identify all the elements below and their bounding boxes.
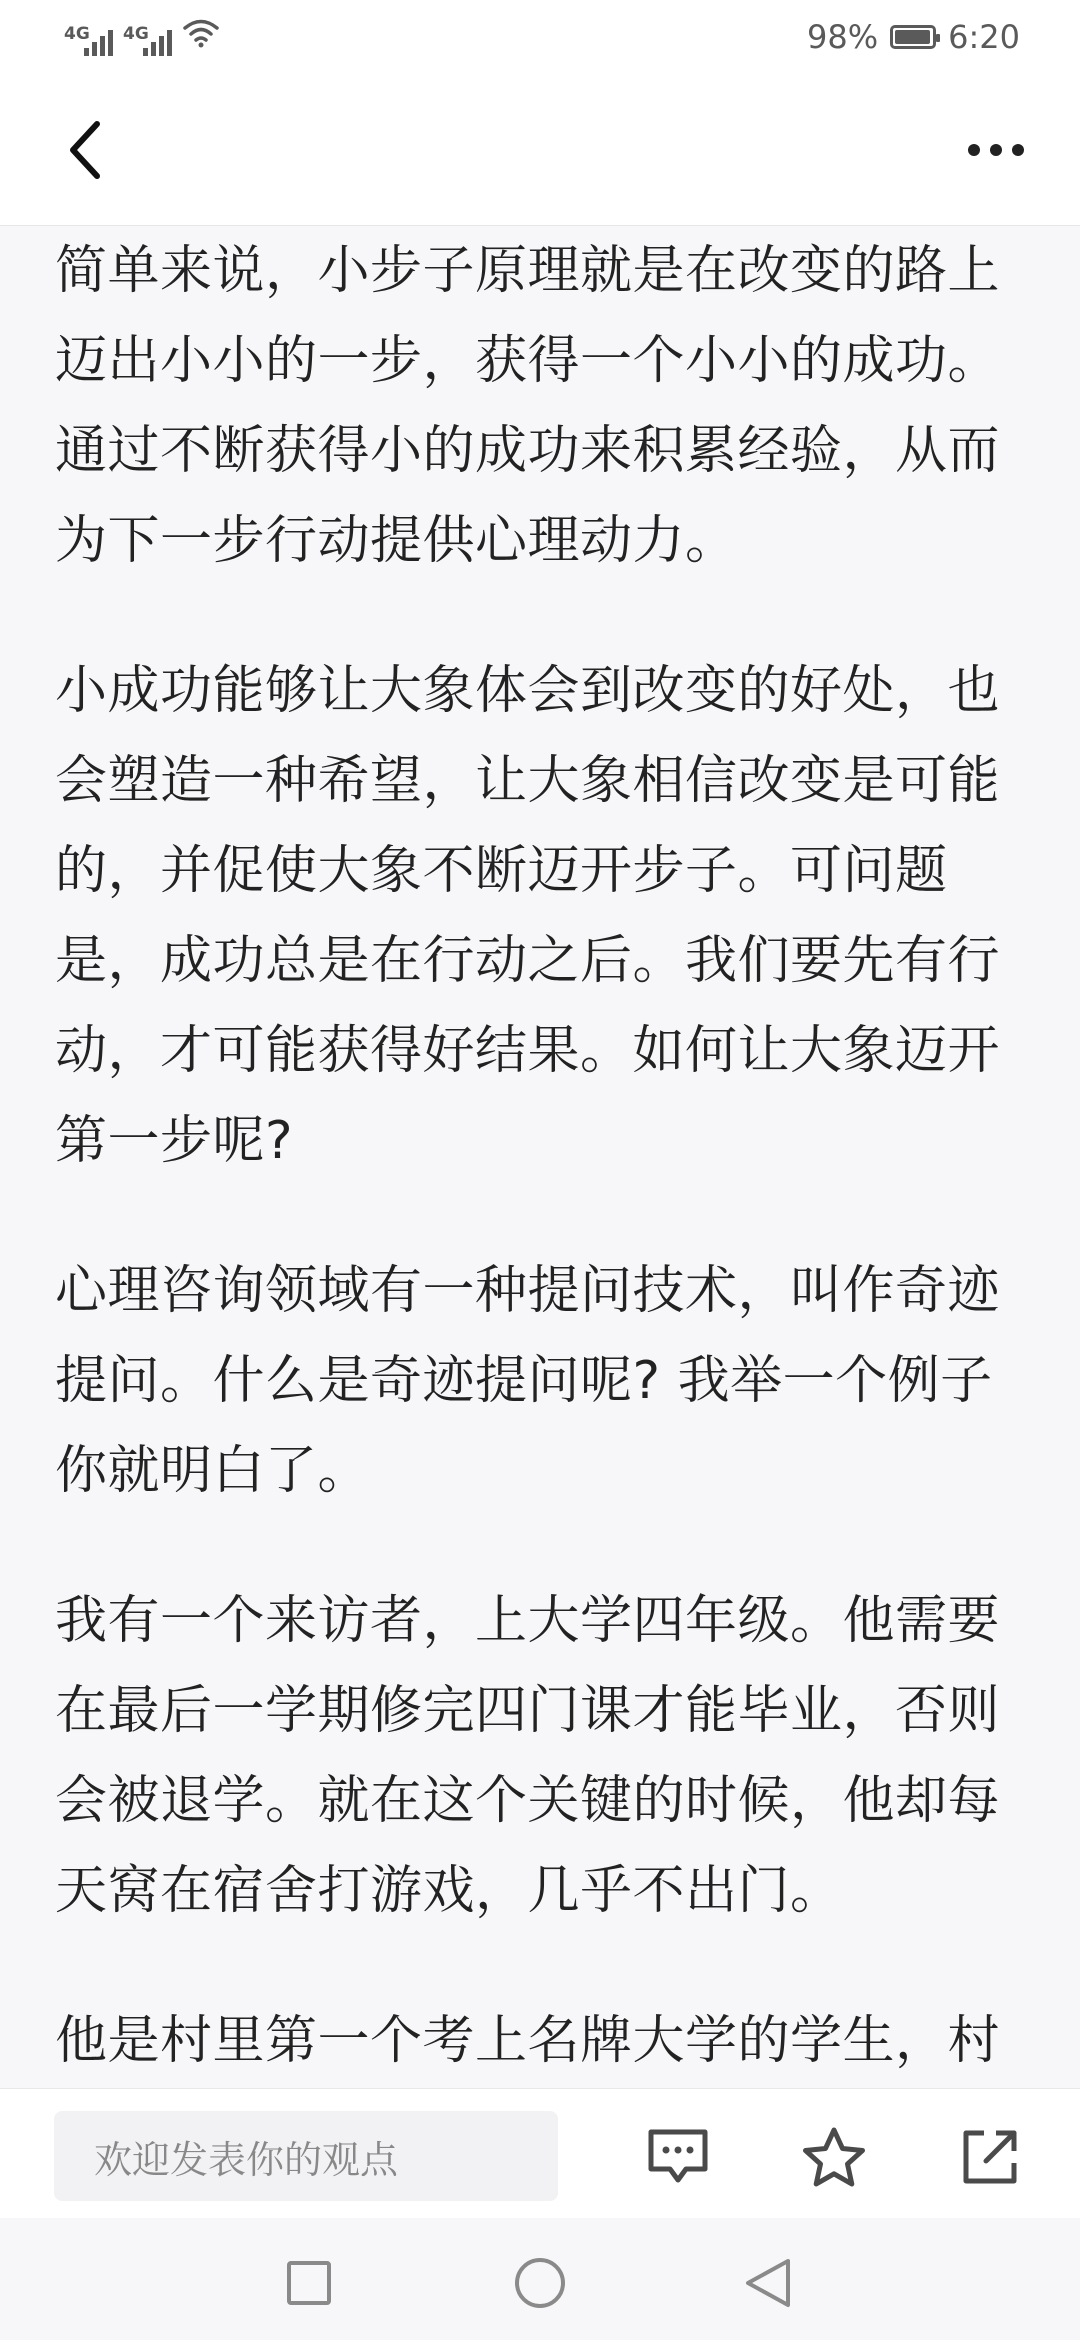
comment-icon [646, 2127, 710, 2187]
network-type-label-2: 4G [123, 24, 149, 44]
system-nav-bar [0, 2218, 1080, 2340]
clock-time: 6:20 [948, 18, 1020, 56]
battery-percent: 98% [807, 18, 879, 56]
status-bar [0, 0, 1080, 75]
comment-input[interactable] [54, 2111, 558, 2201]
more-options-button[interactable] [956, 120, 1036, 180]
share-icon [960, 2127, 1020, 2187]
system-back-button[interactable] [733, 2248, 803, 2318]
comment-button[interactable] [638, 2119, 718, 2195]
article-paragraph: 简单来说，小步子原理就是在改变的路上迈出小小的一步，获得一个小小的成功。通过不断获得小的成功来积累经验，从而为下一步行动提供心理动力。 [55, 241, 1001, 571]
back-button[interactable] [50, 115, 120, 185]
recent-apps-button[interactable] [274, 2248, 344, 2318]
article-paragraph: 心理咨询领域有一种提问技术，叫作奇迹提问。什么是奇迹提问呢? 我举一个例子你就明白了。 [55, 1261, 1001, 1501]
square-icon [285, 2259, 333, 2307]
bottom-action-bar [0, 2088, 1080, 2219]
wifi-icon [182, 18, 220, 56]
article-content[interactable] [55, 226, 1035, 2088]
share-button[interactable] [950, 2119, 1030, 2195]
article-paragraph: 我有一个来访者，上大学四年级。他需要在最后一学期修完四门课才能毕业，否则会被退学。就在这个关键的时候，他却每天窝在宿舍打游戏，几乎不出门。 [55, 1591, 1001, 1921]
home-button[interactable] [505, 2248, 575, 2318]
favorite-button[interactable] [794, 2119, 874, 2195]
star-icon [801, 2126, 867, 2188]
comment-placeholder: 欢迎发表你的观点 [94, 2137, 399, 2182]
status-right [807, 18, 1020, 56]
status-left [64, 18, 220, 56]
circle-icon [513, 2256, 567, 2310]
article-paragraph: 他是村里第一个考上名牌大学的学生，村 [55, 2011, 1001, 2071]
app-bar [0, 75, 1080, 226]
network-type-label: 4G [64, 24, 90, 44]
triangle-back-icon [742, 2257, 794, 2309]
signal-strength-icon [64, 24, 113, 56]
article-paragraph: 小成功能够让大象体会到改变的好处，也会塑造一种希望，让大象相信改变是可能的，并促使大象不断迈开步子。可问题是，成功总是在行动之后。我们要先有行动，才可能获得好结果。如何让大象迈开第一步呢? [55, 661, 1001, 1171]
chevron-left-icon [65, 120, 105, 180]
battery-icon [890, 25, 936, 49]
more-dots-icon [968, 144, 980, 156]
signal-strength-icon-2 [123, 24, 172, 56]
